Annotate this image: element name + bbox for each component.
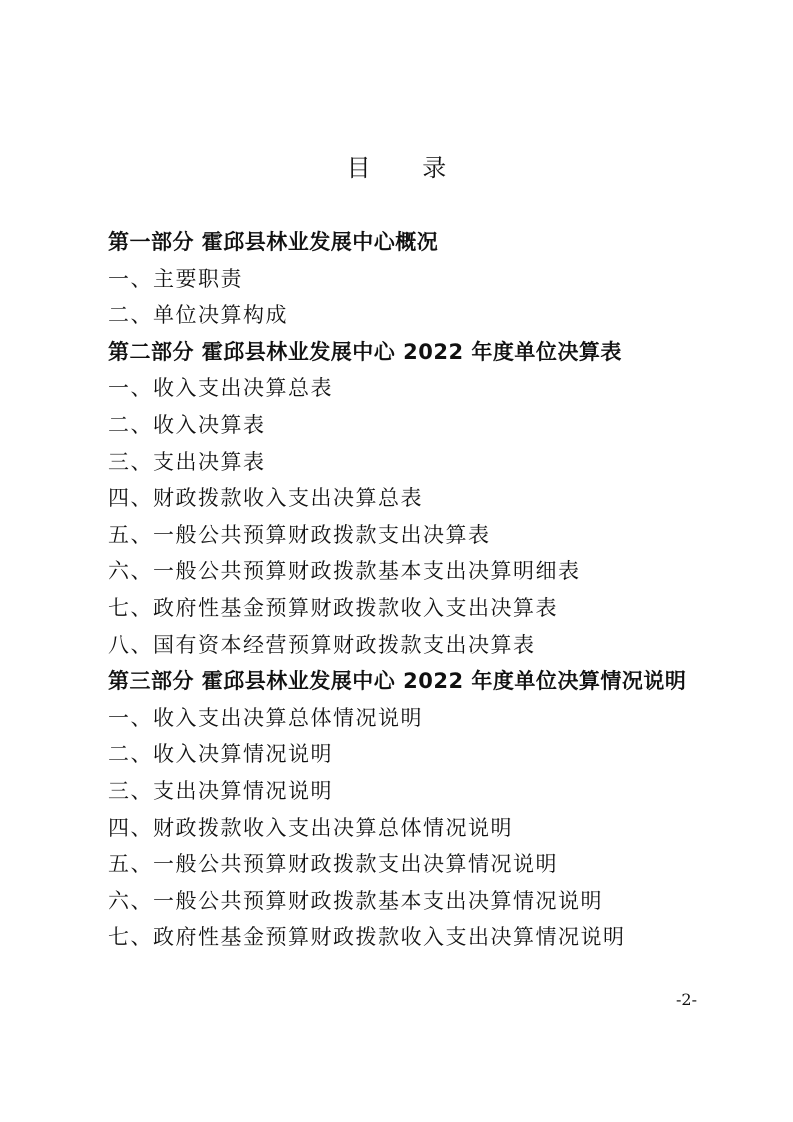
toc-item[interactable]: 四、财政拨款收入支出决算总体情况说明 <box>108 815 513 840</box>
page-title: 目 录 <box>346 154 469 182</box>
toc-item[interactable]: 七、政府性基金预算财政拨款收入支出决算表 <box>108 595 558 620</box>
toc-item[interactable]: 五、一般公共预算财政拨款支出决算情况说明 <box>108 852 558 877</box>
toc-item[interactable]: 四、财政拨款收入支出决算总表 <box>108 486 423 511</box>
toc-item[interactable]: 三、支出决算情况说明 <box>108 778 333 803</box>
toc-item[interactable]: 二、单位决算构成 <box>108 303 288 328</box>
toc-item[interactable]: 二、收入决算表 <box>108 412 266 437</box>
toc-item[interactable]: 七、政府性基金预算财政拨款收入支出决算情况说明 <box>108 925 626 950</box>
page-number: -2- <box>676 990 697 1009</box>
toc-part-1-heading[interactable]: 第一部分 霍邱县林业发展中心概况 <box>108 230 439 254</box>
toc-item[interactable]: 三、支出决算表 <box>108 449 266 474</box>
toc-item[interactable]: 一、主要职责 <box>108 266 243 291</box>
toc-item[interactable]: 二、收入决算情况说明 <box>108 742 333 767</box>
toc-item[interactable]: 八、国有资本经营预算财政拨款支出决算表 <box>108 632 536 657</box>
toc-item[interactable]: 六、一般公共预算财政拨款基本支出决算情况说明 <box>108 888 603 913</box>
toc-item[interactable]: 一、收入支出决算总表 <box>108 376 333 401</box>
toc-item[interactable]: 一、收入支出决算总体情况说明 <box>108 705 423 730</box>
toc-item[interactable]: 五、一般公共预算财政拨款支出决算表 <box>108 522 491 547</box>
toc-item[interactable]: 六、一般公共预算财政拨款基本支出决算明细表 <box>108 559 581 584</box>
table-of-contents <box>108 224 708 956</box>
toc-part-2-heading[interactable]: 第二部分 霍邱县林业发展中心 2022 年度单位决算表 <box>108 339 622 364</box>
toc-part-3-heading[interactable]: 第三部分 霍邱县林业发展中心 2022 年度单位决算情况说明 <box>108 669 687 694</box>
